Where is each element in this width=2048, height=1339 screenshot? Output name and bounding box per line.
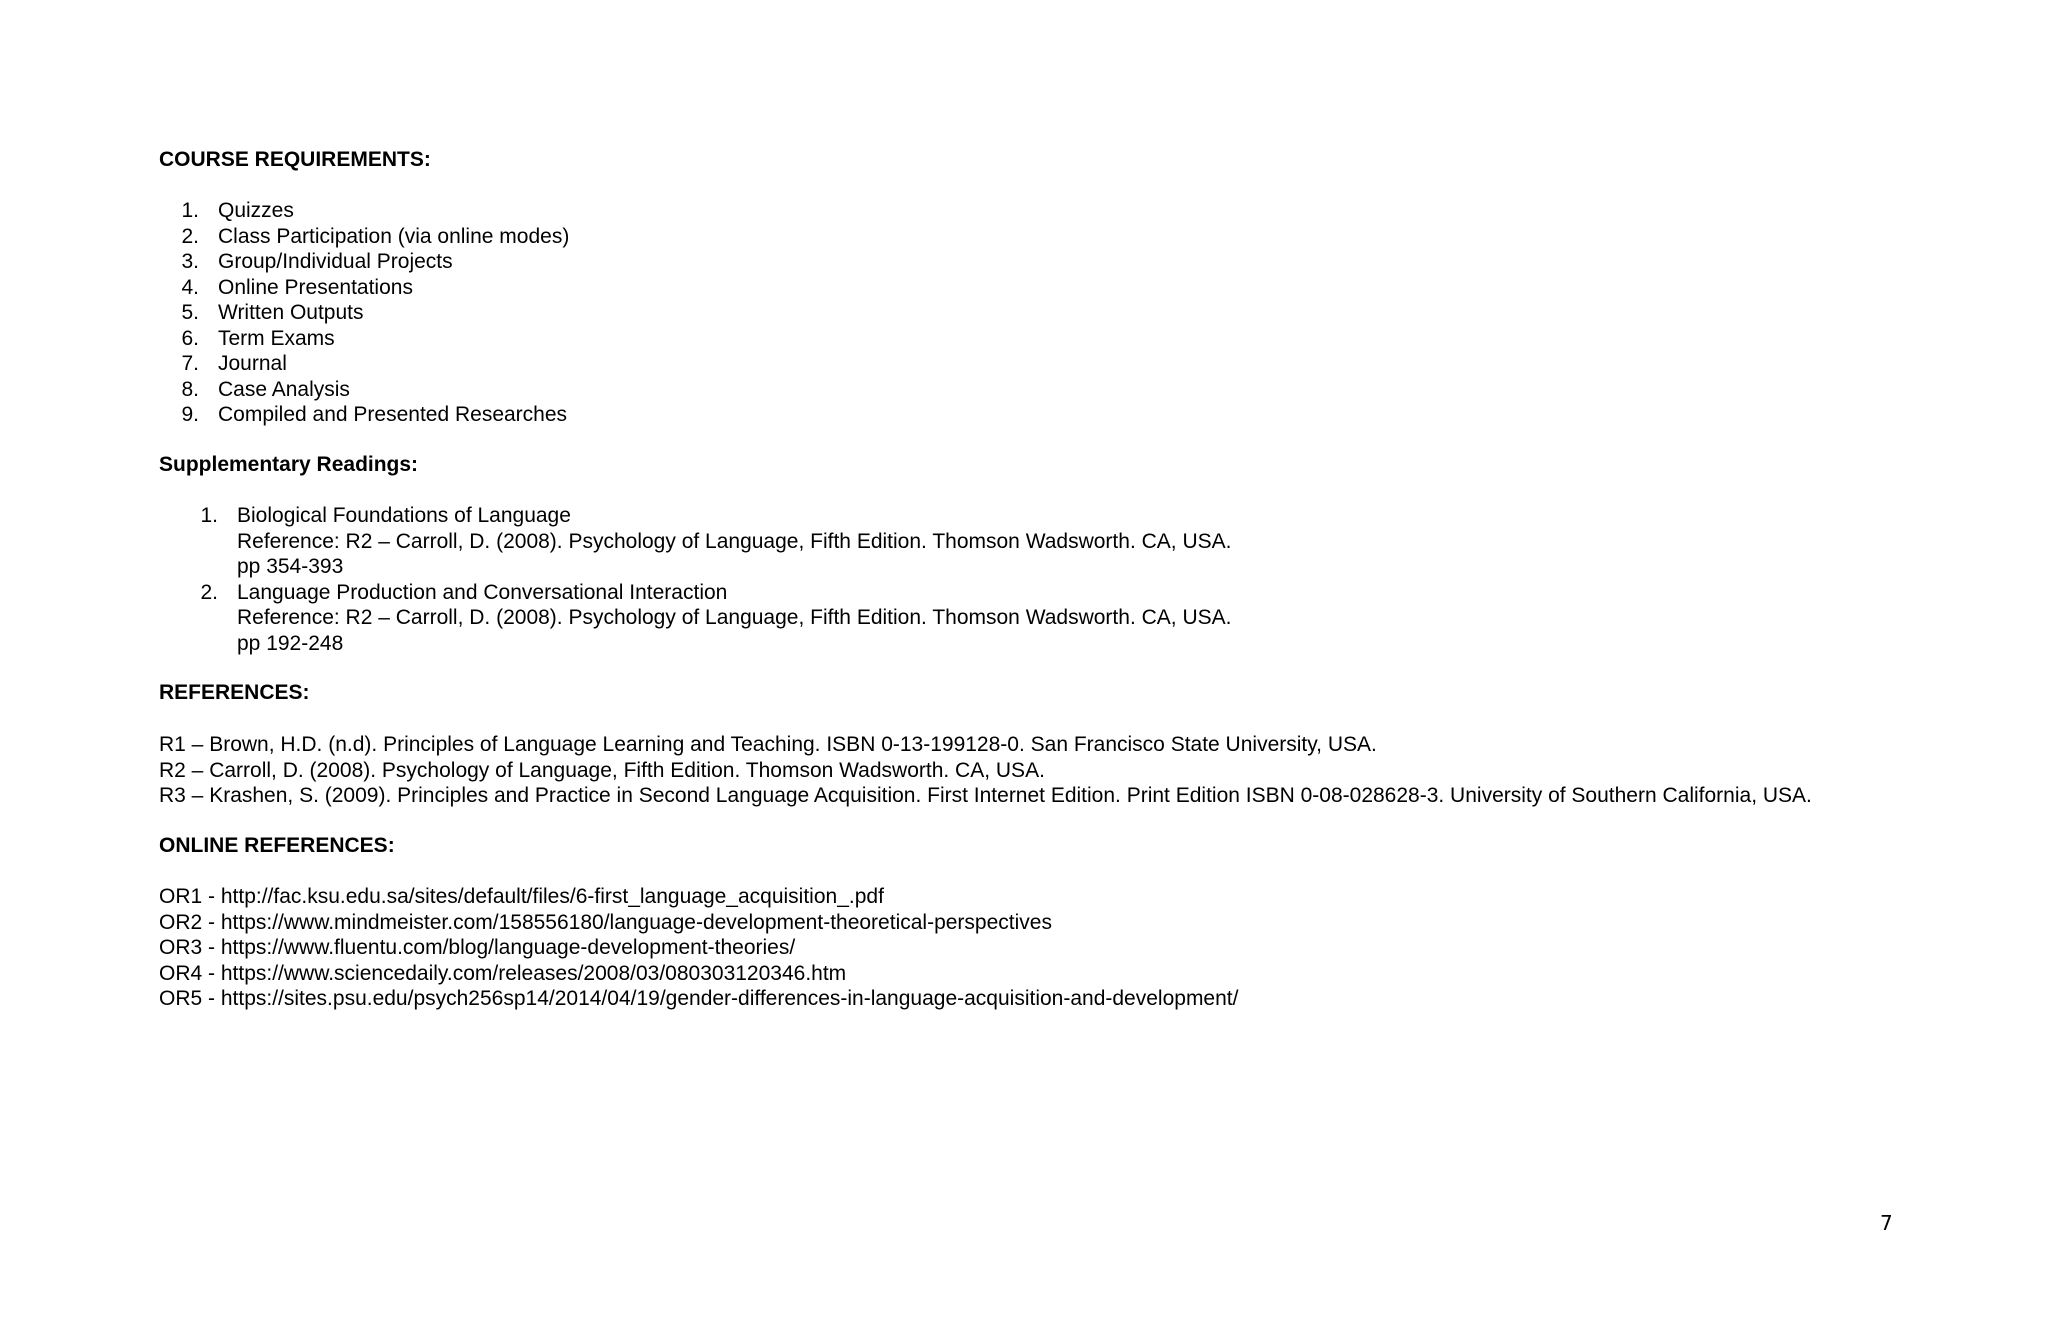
supplementary-readings-heading: Supplementary Readings:: [159, 453, 419, 476]
online-reference-item: OR1 - http://fac.ksu.edu.sa/sites/default/files/6-first_language_acquisition_.pdf: [159, 885, 884, 908]
online-reference-item: OR2 - https://www.mindmeister.com/158556180/language-development-theoretical-perspectives: [159, 910, 1052, 934]
list-item-text: Term Exams: [218, 326, 335, 350]
list-item-number: 1.: [200, 504, 218, 527]
reference-item: R3 – Krashen, S. (2009). Principles and Practice in Second Language Acquisition. First Internet Edition. Print Edition ISBN 0-08-028628-3. University of Southern California, USA.: [159, 784, 1812, 807]
course-requirements-heading: COURSE REQUIREMENTS:: [159, 148, 431, 171]
online-reference-item: OR5 - https://sites.psu.edu/psych256sp14/2014/04/19/gender-differences-in-language-acquisition-and-development/: [159, 987, 1239, 1010]
list-item-text: Class Participation (via online modes): [218, 224, 570, 248]
reference-item: R2 – Carroll, D. (2008). Psychology of Language, Fifth Edition. Thomson Wadsworth. CA, USA.: [159, 758, 1045, 782]
list-item: [159, 300, 569, 326]
list-item-number: 9.: [181, 403, 199, 426]
reading-title: Language Production and Conversational Interaction: [237, 580, 728, 604]
reading-pages: pp 192-248: [237, 631, 344, 655]
list-item-number: 5.: [181, 301, 199, 324]
list-item: [159, 326, 569, 352]
list-item: [159, 224, 569, 250]
reading-title: Biological Foundations of Language: [237, 504, 571, 527]
list-item-number: 3.: [181, 250, 199, 273]
list-item-number: 2.: [181, 224, 199, 248]
list-item-number: 6.: [181, 326, 199, 350]
online-references-heading: ONLINE REFERENCES:: [159, 834, 395, 857]
list-item-number: 2.: [200, 580, 218, 604]
online-references-list: [159, 884, 1238, 1012]
references-heading: REFERENCES:: [159, 681, 310, 704]
list-item: [159, 249, 569, 275]
list-item: [159, 351, 569, 377]
list-item-number: 8.: [181, 377, 199, 401]
supplementary-readings-list: [159, 503, 1231, 656]
list-item-number: 4.: [181, 275, 199, 299]
list-item-text: Compiled and Presented Researches: [218, 403, 568, 426]
list-item-number: 1.: [181, 199, 199, 222]
reference-item: R1 – Brown, H.D. (n.d). Principles of Language Learning and Teaching. ISBN 0-13-199128-0. San Francisco State University, USA.: [159, 733, 1377, 756]
references-list: [159, 732, 1812, 809]
list-item-text: Written Outputs: [218, 301, 364, 324]
list-item-text: Journal: [218, 352, 287, 375]
page-number: 7: [1880, 1211, 1893, 1235]
list-item: [159, 402, 569, 428]
online-reference-item: OR4 - https://www.sciencedaily.com/releases/2008/03/080303120346.htm: [159, 961, 847, 985]
list-item-text: Online Presentations: [218, 275, 413, 299]
list-item: [159, 503, 1231, 580]
online-reference-item: OR3 - https://www.fluentu.com/blog/language-development-theories/: [159, 936, 796, 959]
list-item-text: Quizzes: [218, 199, 294, 222]
list-item: [159, 377, 569, 403]
list-item: [159, 198, 569, 224]
list-item: [159, 580, 1231, 657]
list-item-number: 7.: [181, 352, 199, 375]
reading-pages: pp 354-393: [237, 555, 344, 578]
list-item-text: Group/Individual Projects: [218, 250, 453, 273]
reading-reference: Reference: R2 – Carroll, D. (2008). Psychology of Language, Fifth Edition. Thomson Wadsworth. CA, USA.: [237, 529, 1232, 553]
reading-reference: Reference: R2 – Carroll, D. (2008). Psychology of Language, Fifth Edition. Thomson Wadsworth. CA, USA.: [237, 606, 1232, 629]
list-item-text: Case Analysis: [218, 377, 350, 401]
list-item: [159, 275, 569, 301]
course-requirements-list: [159, 198, 569, 428]
